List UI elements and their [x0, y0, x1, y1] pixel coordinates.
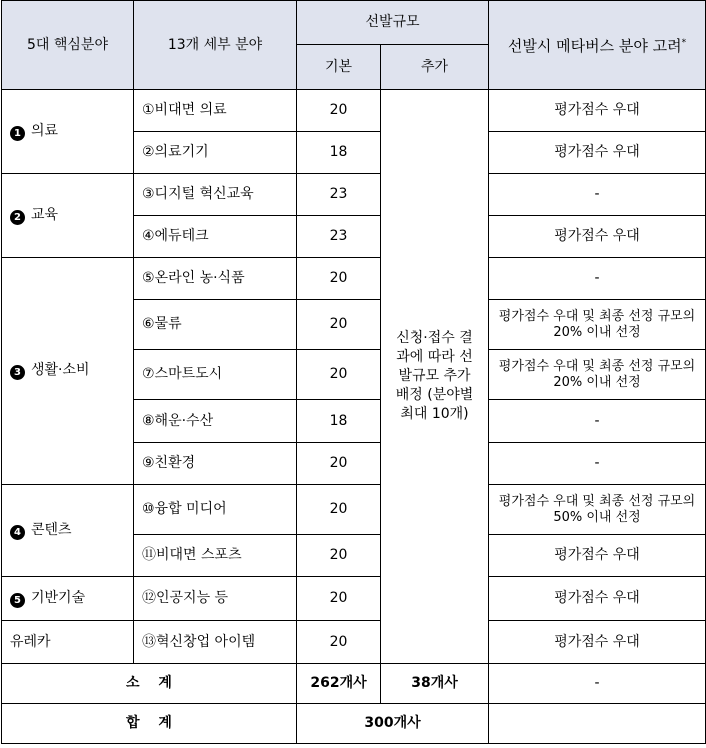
- number-badge: 5: [10, 593, 25, 608]
- base-cell: 20: [297, 443, 381, 485]
- total-metaverse-empty: [489, 704, 706, 744]
- subtotal-extra: 38개사: [381, 664, 489, 704]
- extra-note-cell: [381, 90, 489, 664]
- metaverse-cell: -: [489, 258, 706, 300]
- base-cell: 20: [297, 300, 381, 350]
- metaverse-cell: -: [489, 443, 706, 485]
- metaverse-cell: 평가점수 우대 및 최종 선정 규모의 20% 이내 선정: [489, 300, 706, 350]
- metaverse-cell: 평가점수 우대: [489, 535, 706, 577]
- header-base: 기본: [297, 45, 381, 90]
- detail-cell: ①비대면 의료: [134, 90, 297, 132]
- detail-cell: ⑥물류: [134, 300, 297, 350]
- metaverse-cell: -: [489, 400, 706, 443]
- detail-cell: ③디지털 혁신교육: [134, 174, 297, 216]
- number-badge: 4: [10, 525, 25, 540]
- detail-cell: ⑤온라인 농·식품: [134, 258, 297, 300]
- category-label: 유레카: [10, 633, 51, 650]
- header-detail-field: 13개 세부 분야: [134, 1, 297, 90]
- number-badge: 3: [10, 365, 25, 380]
- category-label: 기반기술: [31, 589, 86, 606]
- header-selection-scale: 선발규모: [297, 1, 489, 45]
- detail-cell: ⑩융합 미디어: [134, 485, 297, 535]
- metaverse-cell: 평가점수 우대: [489, 132, 706, 174]
- base-cell: 20: [297, 485, 381, 535]
- base-cell: 23: [297, 174, 381, 216]
- detail-cell: ⑨친환경: [134, 443, 297, 485]
- extra-note-text: 신청·접수 결과에 따라 선발규모 추가 배정 (분야별 최대 10개): [395, 330, 474, 422]
- metaverse-cell: 평가점수 우대: [489, 90, 706, 132]
- category-cell: [2, 577, 134, 621]
- category-label: 의료: [31, 122, 59, 139]
- base-cell: 20: [297, 577, 381, 621]
- category-cell: [2, 90, 134, 174]
- detail-cell: ④에듀테크: [134, 216, 297, 258]
- category-cell: [2, 621, 134, 664]
- total-value: 300개사: [297, 704, 489, 744]
- metaverse-cell: 평가점수 우대 및 최종 선정 규모의 20% 이내 선정: [489, 350, 706, 400]
- detail-cell: ⑦스마트도시: [134, 350, 297, 400]
- number-badge: 2: [10, 210, 25, 225]
- category-label: 콘텐츠: [31, 521, 72, 538]
- base-cell: 20: [297, 350, 381, 400]
- header-core-field: 5대 핵심분야: [2, 1, 134, 90]
- base-cell: 20: [297, 535, 381, 577]
- category-cell: [2, 174, 134, 258]
- category-label: 생활·소비: [31, 362, 90, 378]
- base-cell: 18: [297, 400, 381, 443]
- metaverse-cell: 평가점수 우대 및 최종 선정 규모의 50% 이내 선정: [489, 485, 706, 535]
- subtotal-label: 소 계: [2, 664, 297, 704]
- detail-cell: ⑬혁신창업 아이템: [134, 621, 297, 664]
- subtotal-metaverse: -: [489, 664, 706, 704]
- detail-cell: ⑫인공지능 등: [134, 577, 297, 621]
- category-label: 교육: [31, 206, 59, 223]
- base-cell: 20: [297, 621, 381, 664]
- subtotal-base: 262개사: [297, 664, 381, 704]
- selection-table: [1, 0, 706, 744]
- metaverse-cell: 평가점수 우대: [489, 216, 706, 258]
- base-cell: 23: [297, 216, 381, 258]
- detail-cell: ⑪비대면 스포츠: [134, 535, 297, 577]
- base-cell: 20: [297, 258, 381, 300]
- metaverse-cell: 평가점수 우대: [489, 621, 706, 664]
- category-cell: [2, 485, 134, 577]
- detail-cell: ②의료기기: [134, 132, 297, 174]
- base-cell: 18: [297, 132, 381, 174]
- metaverse-cell: 평가점수 우대: [489, 577, 706, 621]
- header-extra: 추가: [381, 45, 489, 90]
- total-label: 합 계: [2, 704, 297, 744]
- detail-cell: ⑧해운·수산: [134, 400, 297, 443]
- category-cell: [2, 258, 134, 485]
- number-badge: 1: [10, 126, 25, 141]
- header-metaverse-consideration: 선발시 메타버스 분야 고려*: [489, 1, 706, 90]
- metaverse-cell: -: [489, 174, 706, 216]
- base-cell: 20: [297, 90, 381, 132]
